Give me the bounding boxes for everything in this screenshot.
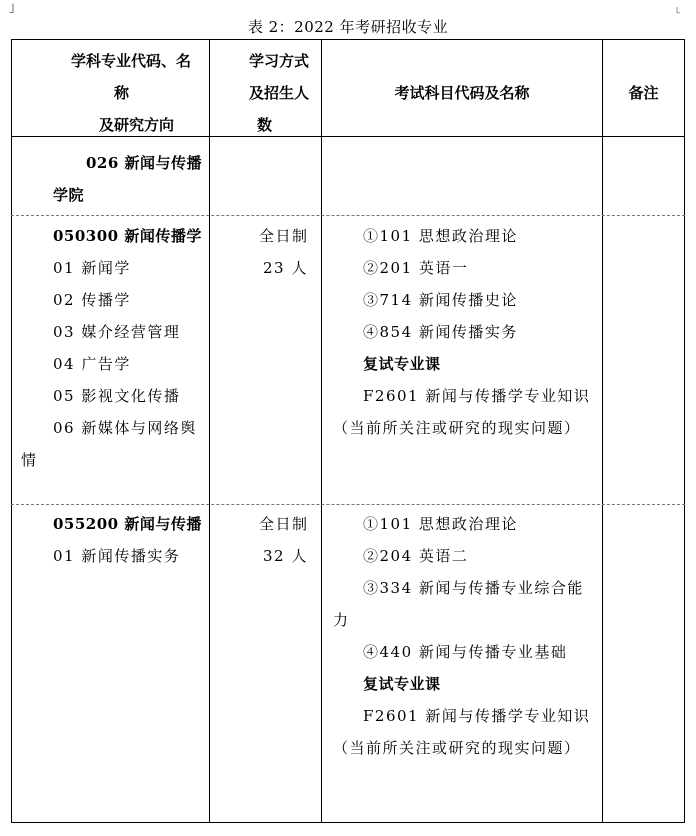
program-code-050300: 050300 新闻传播学 bbox=[53, 227, 202, 245]
header-notes: 备注 bbox=[628, 84, 659, 102]
exam-subject-wrap: 力 bbox=[333, 611, 350, 629]
corner-mark-top-right: ˪ bbox=[676, 1, 681, 17]
retest-note: （当前所关注或研究的现实问题） bbox=[333, 739, 581, 757]
header-mode-line3: 数 bbox=[257, 116, 273, 134]
enrollment-quota: 32 人 bbox=[263, 547, 308, 565]
program-row-divider bbox=[11, 504, 685, 505]
direction-item: 01 新闻传播实务 bbox=[53, 547, 181, 565]
exam-subject: ③714 新闻传播史论 bbox=[363, 291, 518, 309]
direction-item: 04 广告学 bbox=[53, 355, 131, 373]
study-mode: 全日制 bbox=[259, 227, 309, 245]
direction-item: 05 影视文化传播 bbox=[53, 387, 181, 405]
table-border-left bbox=[11, 39, 12, 823]
direction-item: 02 传播学 bbox=[53, 291, 131, 309]
program-code-055200: 055200 新闻与传播 bbox=[53, 515, 202, 533]
column-divider-2 bbox=[321, 39, 322, 823]
retest-title: 复试专业课 bbox=[363, 675, 441, 693]
header-major-line1: 学科专业代码、名 bbox=[71, 52, 192, 70]
exam-subject: ②201 英语一 bbox=[363, 259, 469, 277]
retest-subject: F2601 新闻与传播学专业知识 bbox=[363, 387, 591, 405]
table-border-right bbox=[684, 39, 685, 823]
column-divider-1 bbox=[209, 39, 210, 823]
header-subjects: 考试科目代码及名称 bbox=[394, 84, 530, 102]
header-major-line3: 及研究方向 bbox=[99, 116, 175, 134]
exam-subject: ④440 新闻与传播专业基础 bbox=[363, 643, 568, 661]
exam-subject: ①101 思想政治理论 bbox=[363, 515, 518, 533]
table-caption: 表 2：2022 年考研招收专业 bbox=[247, 18, 449, 36]
retest-note: （当前所关注或研究的现实问题） bbox=[333, 419, 581, 437]
header-mode-line1: 学习方式 bbox=[249, 52, 310, 70]
exam-subject: ③334 新闻与传播专业综合能 bbox=[363, 579, 584, 597]
column-divider-3 bbox=[602, 39, 603, 823]
exam-subject: ④854 新闻传播实务 bbox=[363, 323, 518, 341]
school-name-line1: 026 新闻与传播 bbox=[86, 154, 203, 172]
school-row-divider bbox=[11, 215, 685, 216]
retest-subject: F2601 新闻与传播学专业知识 bbox=[363, 707, 591, 725]
exam-subject: ②204 英语二 bbox=[363, 547, 469, 565]
enrollment-quota: 23 人 bbox=[263, 259, 308, 277]
exam-subject: ①101 思想政治理论 bbox=[363, 227, 518, 245]
retest-title: 复试专业课 bbox=[363, 355, 441, 373]
header-mode-line2: 及招生人 bbox=[249, 84, 310, 102]
direction-item-wrap: 情 bbox=[21, 451, 38, 469]
corner-mark-top-left: ˩ bbox=[8, 1, 15, 17]
study-mode: 全日制 bbox=[259, 515, 309, 533]
direction-item: 03 媒介经营管理 bbox=[53, 323, 181, 341]
direction-item: 06 新媒体与网络舆 bbox=[53, 419, 197, 437]
header-major-line2: 称 bbox=[114, 84, 130, 102]
school-name-line2: 学院 bbox=[53, 186, 85, 204]
majors-table bbox=[11, 39, 685, 823]
table-border-top bbox=[11, 39, 685, 40]
table-border-bottom bbox=[11, 822, 685, 823]
direction-item: 01 新闻学 bbox=[53, 259, 131, 277]
